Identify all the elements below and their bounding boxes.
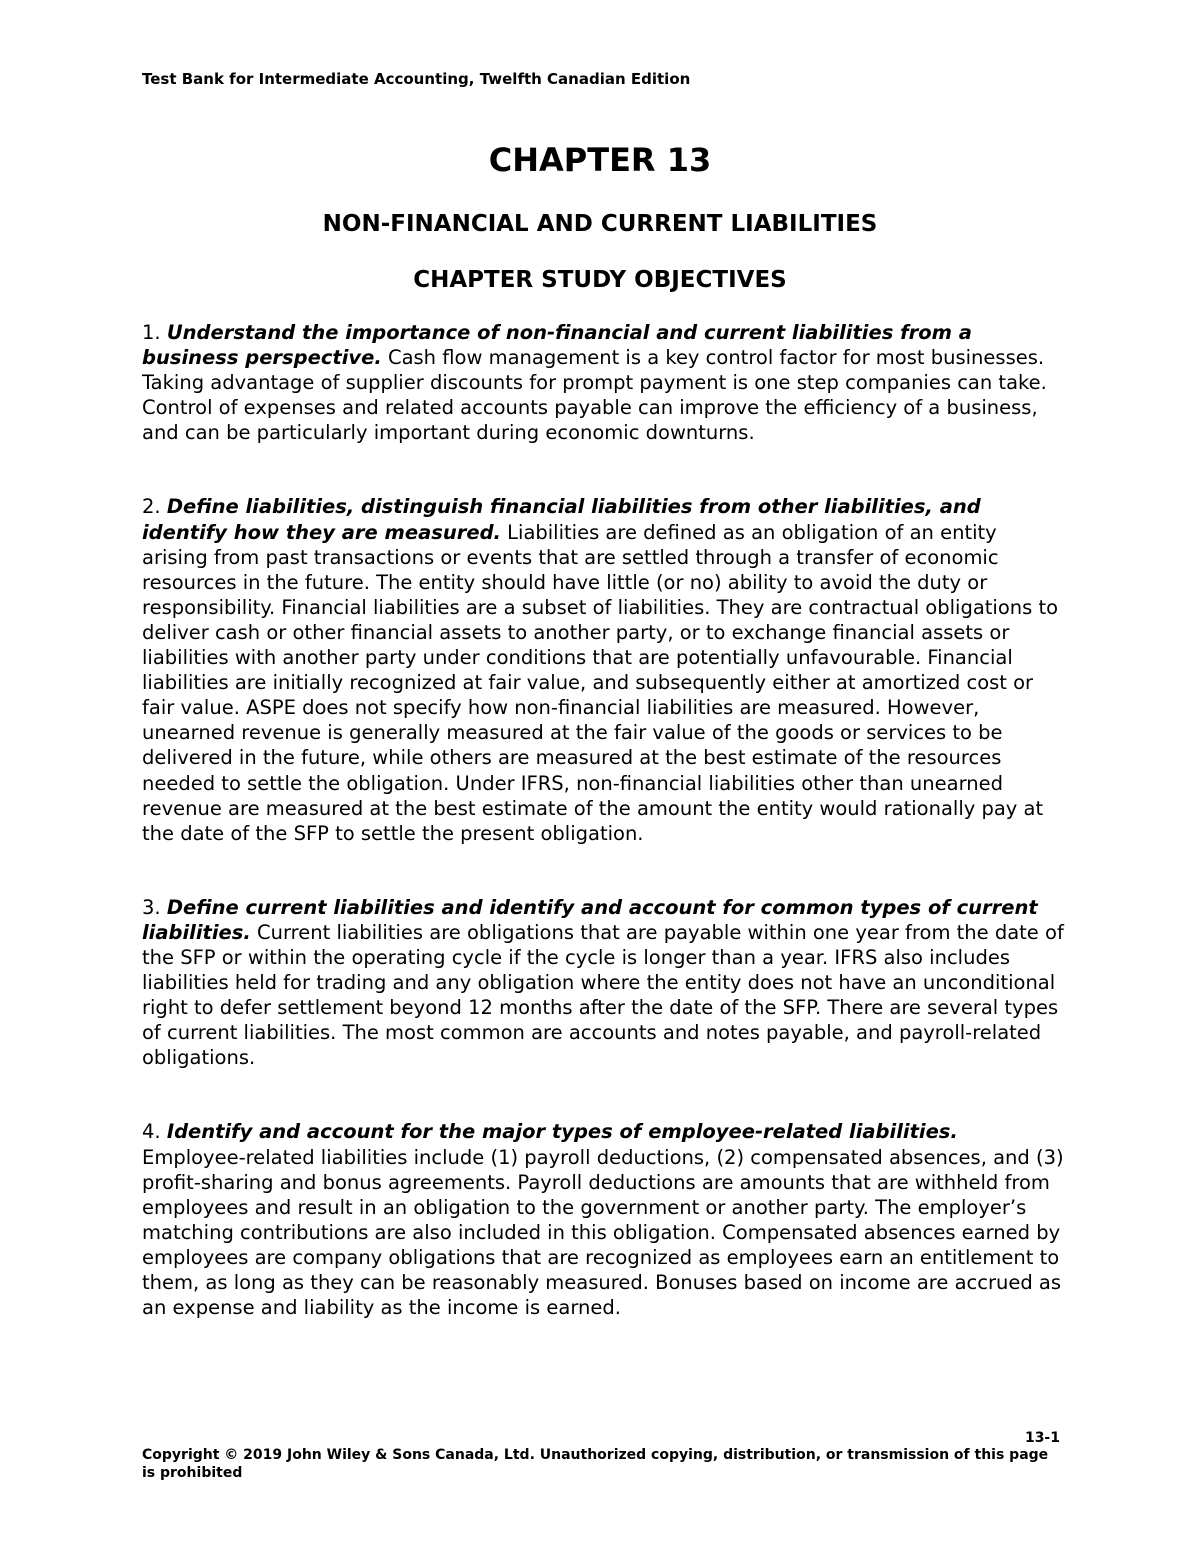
objective-number: 2. (142, 495, 161, 519)
objective-title: Define current liabilities and identify and account for common types of current liabilities. (142, 895, 1038, 944)
objectives-list (142, 320, 1064, 1369)
objective-body: Cash flow management is a key control factor for most businesses. Taking advantage of supplier discounts for prompt payment is one step companies can take. Control of expenses and related accounts payable can improve the efficiency of a business, and can be particularly important during economic downturns. (142, 346, 1047, 445)
objective-3 (142, 895, 1064, 1071)
objective-title: Define liabilities, distinguish financial liabilities from other liabilities, and identify how they are measured. (142, 495, 981, 544)
objective-number: 3. (142, 895, 161, 919)
book-title-header: Test Bank for Intermediate Accounting, Twelfth Canadian Edition (142, 70, 691, 88)
objective-2 (142, 494, 1064, 845)
page-number: 13-1 (1024, 1430, 1060, 1446)
chapter-title: CHAPTER 13 (488, 141, 712, 179)
chapter-subtitle: NON-FINANCIAL AND CURRENT LIABILITIES (322, 211, 878, 237)
objective-title: Understand the importance of non-financial and current liabilities from a business perspective. (142, 321, 972, 370)
copyright-notice: Copyright © 2019 John Wiley & Sons Canada, Ltd. Unauthorized copying, distribution, or transmission of this page is prohibited (142, 1447, 1049, 1481)
objective-body: Liabilities are defined as an obligation of an entity arising from past transactions or events that are settled through a transfer of economic resources in the future. The entity should have little (or no) ability to avoid the duty or responsibility. Financial liabilities are a subset of liabilities. They are contractual obligations to deliver cash or other financial assets to another party, or to exchange financial assets or liabilities with another party under conditions that are potentially unfavourable. Financial liabilities are initially recognized at fair value, and subsequently either at amortized cost or fair value. ASPE does not specify how non-financial liabilities are measured. However, unearned revenue is generally measured at the fair value of the goods or services to be delivered in the future, while others are measured at the best estimate of the resources needed to settle the obligation. Under IFRS, non-financial liabilities other than unearned revenue are measured at the best estimate of the amount the entity would rationally pay at the date of the SFP to settle the present obligation. (142, 520, 1059, 845)
objective-number: 1. (142, 321, 161, 344)
objective-4 (142, 1119, 1064, 1320)
objective-1 (142, 320, 1064, 445)
objective-number: 4. (142, 1120, 161, 1144)
objectives-heading: CHAPTER STUDY OBJECTIVES (413, 267, 787, 293)
objective-body: Employee-related liabilities include (1) payroll deductions, (2) compensated absences, and (3) profit-sharing and bonus agreements. Payroll deductions are amounts that are withheld from employees and result in an obligation to the government or another party. The employer’s matching contributions are also included in this obligation. Compensated absences earned by employees are company obligations that are recognized as employees earn an entitlement to them, as long as they can be reasonably measured. Bonuses based on income are accrued as an expense and liability as the income is earned. (142, 1145, 1064, 1320)
objective-body: Current liabilities are obligations that are payable within one year from the date of the SFP or within the operating cycle if the cycle is longer than a year. IFRS also includes liabilities held for trading and any obligation where the entity does not have an unconditional right to defer settlement beyond 12 months after the date of the SFP. There are several types of current liabilities. The most common are accounts and notes payable, and payroll-related obligations. (142, 920, 1064, 1070)
objective-title: Identify and account for the major types of employee-related liabilities. (166, 1120, 958, 1144)
